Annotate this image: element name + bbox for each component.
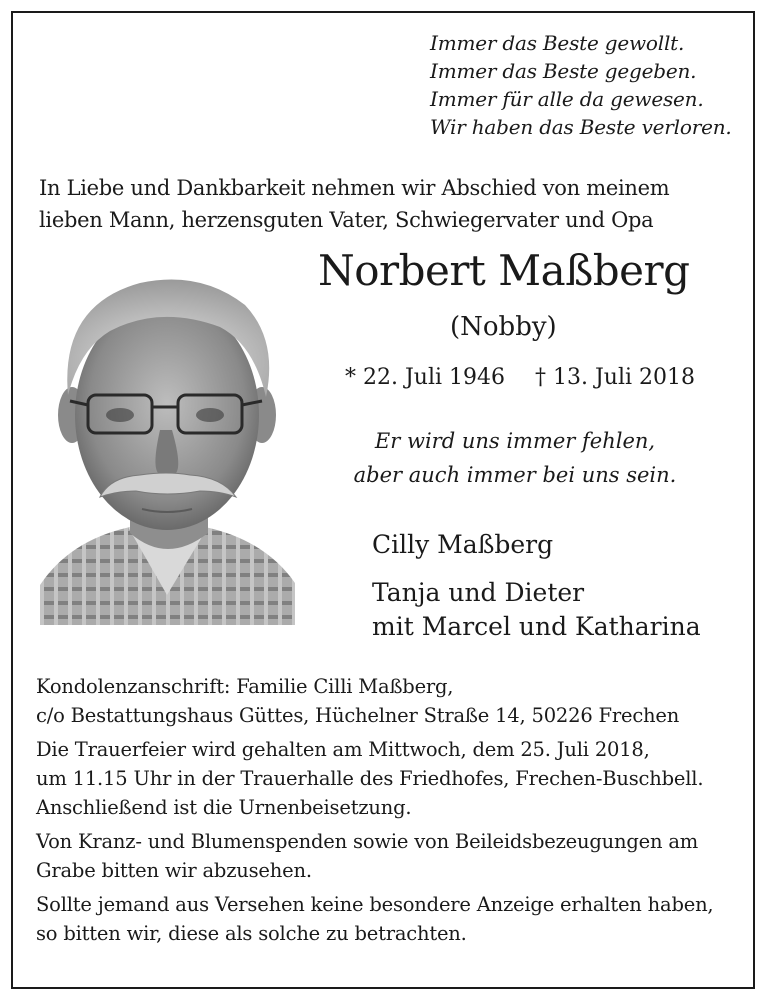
info-line: c/o Bestattungshaus Güttes, Hüchelner Straße 14, 50226 Frechen (36, 704, 680, 727)
intro-line: In Liebe und Dankbarkeit nehmen wir Abschied von meinem (39, 176, 670, 200)
condolence-address (36, 672, 736, 730)
notice-remark (36, 890, 736, 948)
motto-line: Wir haben das Beste verloren. (430, 115, 732, 139)
intro-text (39, 172, 739, 236)
quote-line: aber auch immer bei uns sein. (353, 463, 677, 487)
quote-line: Er wird uns immer fehlen, (374, 429, 656, 453)
motto-line: Immer das Beste gegeben. (430, 59, 697, 83)
memorial-quote (330, 424, 700, 492)
info-line: Sollte jemand aus Versehen keine besondere Anzeige erhalten haben, (36, 893, 714, 916)
info-line: Anschließend ist die Urnenbeisetzung. (36, 796, 412, 819)
family-line: mit Marcel und Katharina (372, 612, 701, 641)
deceased-nickname: (Nobby) (450, 312, 557, 342)
life-dates (345, 362, 695, 394)
portrait-photo (40, 265, 295, 625)
motto-line: Immer das Beste gewollt. (430, 31, 685, 55)
ceremony-details (36, 735, 736, 822)
deceased-name: Norbert Maßberg (318, 246, 690, 295)
intro-line: lieben Mann, herzensguten Vater, Schwiegervater und Opa (39, 208, 654, 232)
info-line: Die Trauerfeier wird gehalten am Mittwoch, dem 25. Juli 2018, (36, 738, 650, 761)
info-line: Grabe bitten wir abzusehen. (36, 859, 312, 882)
info-line: Kondolenzanschrift: Familie Cilli Maßberg, (36, 675, 454, 698)
death-date: † 13. Juli 2018 (535, 365, 696, 390)
flowers-request (36, 827, 736, 885)
info-line: so bitten wir, diese als solche zu betrachten. (36, 922, 467, 945)
info-line: Von Kranz- und Blumenspenden sowie von Beileidsbezeugungen am (36, 830, 699, 853)
family-line: Cilly Maßberg (372, 530, 554, 559)
motto-verse (430, 29, 732, 141)
family-spacer (372, 562, 701, 576)
info-line: um 11.15 Uhr in der Trauerhalle des Friedhofes, Frechen-Buschbell. (36, 767, 704, 790)
motto-line: Immer für alle da gewesen. (430, 87, 704, 111)
family-names (372, 528, 701, 644)
birth-date: * 22. Juli 1946 (345, 365, 506, 390)
family-line: Tanja und Dieter (372, 578, 585, 607)
info-text (36, 672, 736, 953)
